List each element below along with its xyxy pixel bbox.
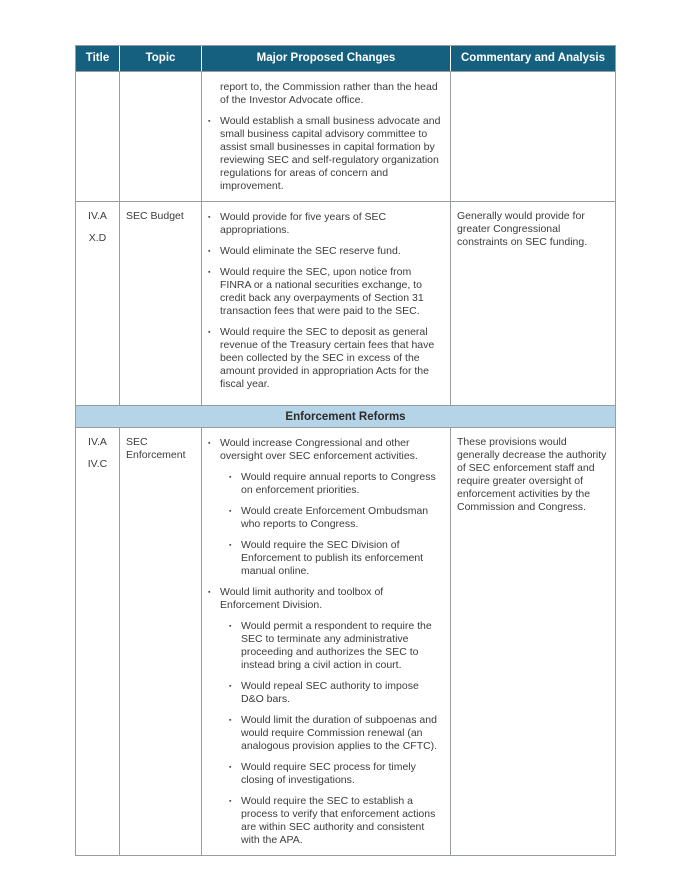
bullet-icon: ▪ bbox=[229, 717, 232, 724]
change-item bbox=[208, 326, 444, 391]
commentary-cell bbox=[451, 72, 615, 201]
header-title: Title bbox=[76, 46, 120, 71]
bullet-icon: ▪ bbox=[208, 589, 211, 596]
bullet-icon: ▪ bbox=[208, 440, 211, 447]
table-header-row bbox=[76, 46, 615, 71]
change-text: Would create Enforcement Ombudsman who reports to Congress. bbox=[241, 505, 429, 530]
changes-cell bbox=[202, 202, 451, 405]
bullet-icon: ▪ bbox=[208, 118, 211, 125]
header-major-proposed-changes: Major Proposed Changes bbox=[202, 46, 451, 71]
title-reference: IV.C bbox=[87, 458, 108, 470]
change-subitem bbox=[229, 620, 444, 672]
bullet-icon: ▪ bbox=[229, 474, 232, 481]
bullet-icon: ▪ bbox=[229, 542, 232, 549]
change-text: Would require annual reports to Congress on enforcement priorities. bbox=[241, 471, 436, 496]
change-text: report to, the Commission rather than the head of the Investor Advocate office. bbox=[220, 81, 438, 106]
change-subitem bbox=[229, 714, 444, 753]
topic-cell: SEC Enforcement bbox=[120, 428, 202, 855]
bullet-icon: ▪ bbox=[229, 764, 232, 771]
change-text: Would require SEC process for timely closing of investigations. bbox=[241, 761, 416, 786]
change-subitem bbox=[229, 761, 444, 787]
table-row-sec-enforcement bbox=[76, 427, 615, 855]
bullet-icon: ▪ bbox=[229, 798, 232, 805]
bullet-icon: ▪ bbox=[229, 683, 232, 690]
bullet-icon: ▪ bbox=[208, 269, 211, 276]
change-text: Would provide for five years of SEC appropriations. bbox=[220, 211, 387, 236]
commentary-cell: These provisions would generally decrease the authority of SEC enforcement staff and require greater oversight of enforcement activities by the Commission and Congress. bbox=[457, 436, 607, 513]
changes-cell bbox=[202, 72, 451, 201]
bullet-icon: ▪ bbox=[229, 623, 232, 630]
change-subitem bbox=[229, 795, 444, 847]
change-text: Would limit authority and toolbox of Enforcement Division. bbox=[220, 586, 384, 611]
change-subitem bbox=[229, 680, 444, 706]
change-subitem bbox=[229, 505, 444, 531]
change-item-continuation bbox=[220, 81, 444, 107]
change-item bbox=[208, 115, 444, 193]
changes-cell bbox=[202, 428, 451, 855]
title-cell bbox=[76, 72, 120, 201]
change-item bbox=[208, 266, 444, 318]
change-text: Would increase Congressional and other oversight over SEC enforcement activities. bbox=[220, 437, 418, 462]
change-text: Would require the SEC Division of Enforcement to publish its enforcement manual online. bbox=[241, 539, 424, 577]
header-commentary-and-analysis: Commentary and Analysis bbox=[451, 46, 615, 71]
bullet-icon: ▪ bbox=[208, 248, 211, 255]
change-text: Would repeal SEC authority to impose D&O bars. bbox=[241, 680, 419, 705]
proposed-changes-table bbox=[75, 45, 616, 856]
commentary-cell: Generally would provide for greater Congressional constraints on SEC funding. bbox=[457, 210, 588, 248]
change-text: Would require the SEC, upon notice from FINRA or a national securities exchange, to credit back any overpayments of Section 31 transaction fees that were paid to the SEC. bbox=[220, 266, 424, 317]
title-reference: X.D bbox=[88, 232, 107, 244]
change-text: Would permit a respondent to require the SEC to terminate any administrative proceeding and authorizes the SEC to instead bring a civil action in court. bbox=[241, 620, 432, 671]
table-row-sec-budget bbox=[76, 201, 615, 405]
bullet-icon: ▪ bbox=[208, 329, 211, 336]
title-reference: IV.A bbox=[88, 210, 107, 222]
change-item bbox=[208, 586, 444, 612]
change-subitem bbox=[229, 539, 444, 578]
change-text: Would require the SEC to establish a process to verify that enforcement actions are within SEC authority and consistent with the APA. bbox=[241, 795, 436, 846]
change-item bbox=[208, 437, 444, 463]
title-reference: IV.A bbox=[88, 436, 107, 448]
table-row-investor-advocate-continuation bbox=[76, 71, 615, 201]
topic-cell bbox=[120, 72, 202, 201]
header-topic: Topic bbox=[120, 46, 202, 71]
title-cell bbox=[76, 202, 120, 405]
change-subitem bbox=[229, 471, 444, 497]
bullet-icon: ▪ bbox=[229, 508, 232, 515]
change-item bbox=[208, 245, 444, 258]
section-header-enforcement-reforms: Enforcement Reforms bbox=[76, 405, 615, 427]
change-text: Would require the SEC to deposit as general revenue of the Treasury certain fees that have been collected by the SEC in excess of the amount provided in appropriation Acts for the fiscal year. bbox=[220, 326, 435, 390]
title-cell bbox=[76, 428, 120, 855]
change-text: Would limit the duration of subpoenas and would require Commission renewal (an analogous provision applies to the CFTC). bbox=[241, 714, 438, 752]
topic-cell: SEC Budget bbox=[120, 202, 202, 405]
bullet-icon: ▪ bbox=[208, 214, 211, 221]
change-item bbox=[208, 211, 444, 237]
change-text: Would eliminate the SEC reserve fund. bbox=[220, 245, 401, 257]
change-text: Would establish a small business advocate and small business capital advisory committee to assist small businesses in capital formation by reviewing SEC and self-regulatory organization regulations for areas of concern and improvement. bbox=[220, 115, 441, 192]
